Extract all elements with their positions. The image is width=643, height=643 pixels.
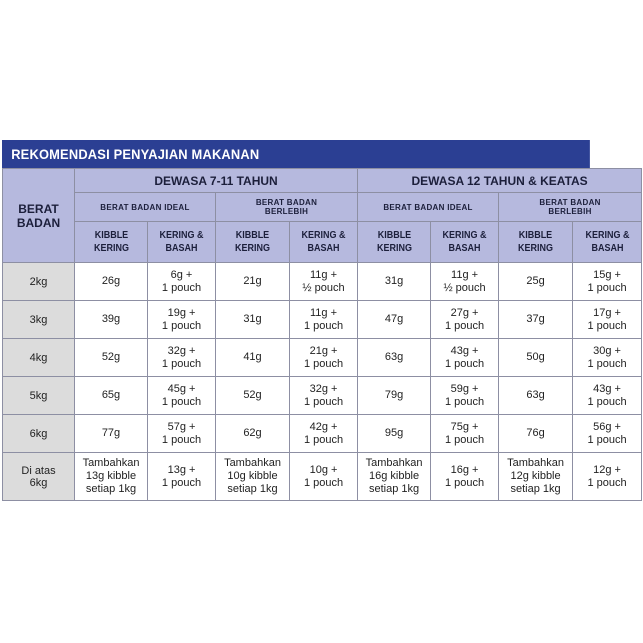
col-label: KIBBLE: [94, 230, 128, 241]
serving-value: 32g +: [167, 344, 196, 357]
serving-cell: [216, 377, 290, 415]
serving-value: 1 pouch: [161, 357, 202, 370]
serving-cell: [358, 263, 431, 301]
serving-value: 1 pouch: [161, 319, 202, 332]
header-group-dewasa-12-keatas: DEWASA 12 TAHUN & KEATAS: [358, 169, 642, 193]
serving-value: 52g: [101, 351, 121, 363]
serving-value: 1 pouch: [303, 357, 344, 370]
serving-value: 16g +: [450, 463, 479, 476]
serving-value: 1 pouch: [161, 395, 202, 408]
serving-cell: [573, 453, 642, 501]
serving-cell: [499, 453, 573, 501]
col-header-kibble-kering: [358, 222, 431, 263]
serving-cell: [216, 415, 290, 453]
serving-value: 1 pouch: [444, 433, 485, 446]
serving-cell: [431, 263, 499, 301]
serving-cell: [431, 339, 499, 377]
serving-cell: [75, 301, 148, 339]
serving-value: 1 pouch: [161, 433, 202, 446]
serving-cell: [573, 377, 642, 415]
weight-label: 6kg: [29, 427, 48, 440]
serving-cell: [75, 339, 148, 377]
serving-cell: [431, 301, 499, 339]
serving-cell: [499, 377, 573, 415]
serving-value: Tambahkan: [82, 457, 140, 469]
serving-value: 17g +: [593, 306, 621, 319]
serving-cell: [216, 263, 290, 301]
serving-cell: [573, 339, 642, 377]
col-label: BASAH: [307, 243, 340, 254]
serving-cell: [358, 339, 431, 377]
serving-cell: [290, 301, 358, 339]
serving-cell: [75, 415, 148, 453]
col-header-kering-basah: [148, 222, 216, 263]
serving-value: setiap 1kg: [227, 483, 278, 495]
col-label: KERING: [234, 243, 271, 254]
serving-value: 26g: [101, 275, 121, 287]
col-header-kering-basah: [431, 222, 499, 263]
serving-value: 21g: [243, 275, 262, 287]
weight-cell: [3, 415, 75, 453]
serving-value: 1 pouch: [303, 395, 344, 408]
table-row: [3, 301, 642, 339]
weight-label: 2kg: [29, 275, 48, 288]
col-label: KIBBLE: [518, 230, 553, 241]
serving-value: setiap 1kg: [510, 483, 561, 495]
serving-value: 1 pouch: [161, 476, 202, 489]
serving-table: [2, 168, 642, 501]
serving-value: 15g +: [593, 268, 621, 281]
header-subgroup-ideal: [75, 193, 216, 222]
serving-cell: [290, 263, 358, 301]
serving-value: 56g +: [593, 420, 621, 433]
serving-cell: [358, 415, 431, 453]
serving-value: 12g kibble: [510, 470, 561, 482]
serving-value: 52g: [243, 389, 262, 401]
serving-cell: [431, 415, 499, 453]
table-row: [3, 453, 642, 501]
serving-value: 27g +: [450, 306, 479, 319]
serving-cell: [75, 377, 148, 415]
serving-value: 32g +: [309, 382, 338, 395]
serving-cell: [290, 377, 358, 415]
weight-label: 6kg: [29, 476, 48, 489]
serving-cell: [216, 453, 290, 501]
col-label: KERING: [376, 243, 412, 254]
serving-value: ½ pouch: [302, 281, 345, 294]
weight-cell: [3, 377, 75, 415]
col-label: KERING: [93, 243, 129, 254]
serving-cell: [431, 377, 499, 415]
serving-value: Tambahkan: [224, 457, 281, 469]
weight-cell: [3, 301, 75, 339]
serving-cell: [290, 339, 358, 377]
serving-value: 63g: [384, 351, 404, 363]
header-row-groups: [3, 169, 642, 193]
serving-cell: [573, 415, 642, 453]
serving-cell: [148, 263, 216, 301]
col-label: KIBBLE: [235, 230, 270, 241]
weight-cell: [3, 263, 75, 301]
serving-value: 31g: [243, 313, 262, 325]
header-row-columns: [3, 222, 642, 263]
subgroup-label: BERAT BADAN IDEAL: [100, 202, 190, 212]
serving-cell: [358, 453, 431, 501]
serving-value: 1 pouch: [303, 476, 344, 489]
serving-value: 1 pouch: [587, 281, 627, 294]
serving-value: 63g: [526, 389, 545, 401]
col-label: BASAH: [448, 243, 481, 254]
serving-value: 45g +: [167, 382, 196, 395]
serving-cell: [499, 415, 573, 453]
serving-recommendation-panel: [2, 140, 641, 501]
serving-cell: [431, 453, 499, 501]
serving-cell: [75, 263, 148, 301]
col-label: KERING &: [301, 230, 346, 241]
serving-value: ½ pouch: [443, 281, 486, 294]
serving-value: 43g +: [593, 382, 621, 395]
serving-value: 10g kibble: [227, 470, 278, 482]
serving-value: 65g: [101, 389, 121, 401]
serving-cell: [573, 263, 642, 301]
serving-cell: [75, 453, 148, 501]
col-label: KERING &: [585, 230, 630, 241]
col-label: KIBBLE: [377, 230, 411, 241]
serving-value: 1 pouch: [444, 319, 485, 332]
serving-value: 16g kibble: [368, 470, 420, 482]
header-group-dewasa-7-11: DEWASA 7-11 TAHUN: [75, 169, 358, 193]
subgroup-label: BERLEBIH: [548, 207, 592, 216]
col-label: KERING &: [159, 230, 204, 241]
serving-value: 1 pouch: [444, 357, 485, 370]
subgroup-label: BERAT BADAN: [539, 198, 601, 207]
serving-value: 95g: [384, 427, 404, 439]
weight-label: Di atas: [21, 464, 56, 477]
serving-value: 1 pouch: [587, 476, 627, 489]
serving-value: 1 pouch: [444, 476, 485, 489]
serving-cell: [573, 301, 642, 339]
serving-value: 1 pouch: [587, 357, 627, 370]
serving-value: setiap 1kg: [368, 483, 420, 495]
weight-cell: [3, 339, 75, 377]
serving-cell: [358, 301, 431, 339]
serving-cell: [358, 377, 431, 415]
col-label: BASAH: [165, 243, 198, 254]
serving-value: 79g: [384, 389, 404, 401]
serving-value: 37g: [526, 313, 545, 325]
table-body: [3, 263, 642, 501]
header-berat-line: BERAT: [18, 201, 59, 216]
subgroup-label: BERLEBIH: [264, 207, 309, 216]
serving-value: 11g +: [451, 268, 479, 281]
serving-value: 6g +: [170, 268, 193, 281]
serving-value: 57g +: [167, 420, 196, 433]
serving-value: 62g: [243, 427, 262, 439]
header-badan-line: BADAN: [16, 215, 61, 230]
serving-value: 41g: [243, 351, 262, 363]
weight-label: 3kg: [29, 313, 48, 326]
serving-value: 1 pouch: [587, 395, 627, 408]
serving-value: 1 pouch: [587, 319, 627, 332]
serving-value: 10g +: [309, 463, 338, 476]
serving-value: 11g +: [310, 306, 338, 319]
serving-cell: [499, 301, 573, 339]
col-header-kering-basah: [573, 222, 642, 263]
table-row: [3, 263, 642, 301]
header-row-subgroups: [3, 193, 642, 222]
serving-cell: [148, 339, 216, 377]
serving-value: 1 pouch: [161, 281, 202, 294]
table-title: REKOMENDASI PENYAJIAN MAKANAN: [2, 140, 590, 168]
serving-cell: [148, 415, 216, 453]
col-header-kibble-kering: [499, 222, 573, 263]
col-label: KERING &: [442, 230, 487, 241]
weight-label: 5kg: [29, 389, 48, 402]
serving-value: 13g kibble: [85, 470, 137, 482]
header-subgroup-berlebih: [216, 193, 358, 222]
serving-value: 77g: [101, 427, 121, 439]
col-header-kering-basah: [290, 222, 358, 263]
serving-value: 30g +: [593, 344, 621, 357]
serving-value: Tambahkan: [507, 457, 564, 469]
weight-cell: [3, 453, 75, 501]
serving-value: 75g +: [450, 420, 479, 433]
header-subgroup-ideal: [358, 193, 499, 222]
table-row: [3, 339, 642, 377]
serving-cell: [216, 339, 290, 377]
serving-value: 1 pouch: [303, 433, 344, 446]
serving-value: 11g +: [310, 268, 338, 281]
serving-cell: [290, 453, 358, 501]
weight-label: 4kg: [29, 351, 48, 364]
serving-value: 12g +: [593, 463, 621, 476]
serving-cell: [148, 301, 216, 339]
serving-value: 21g +: [309, 344, 338, 357]
subgroup-label: BERAT BADAN: [255, 198, 318, 207]
serving-value: Tambahkan: [365, 457, 423, 469]
serving-cell: [499, 263, 573, 301]
serving-value: 43g +: [450, 344, 479, 357]
col-label: BASAH: [591, 243, 624, 254]
col-label: KERING: [518, 243, 554, 254]
serving-cell: [148, 377, 216, 415]
serving-value: 59g +: [450, 382, 479, 395]
serving-value: 1 pouch: [444, 395, 485, 408]
serving-value: 13g +: [167, 463, 196, 476]
serving-cell: [499, 339, 573, 377]
col-header-kibble-kering: [216, 222, 290, 263]
table-row: [3, 377, 642, 415]
serving-cell: [148, 453, 216, 501]
serving-value: 19g +: [167, 306, 196, 319]
serving-value: 39g: [101, 313, 121, 325]
subgroup-label: BERAT BADAN IDEAL: [383, 202, 473, 212]
serving-value: 25g: [526, 275, 545, 287]
serving-cell: [216, 301, 290, 339]
table-row: [3, 415, 642, 453]
serving-value: 47g: [384, 313, 404, 325]
serving-value: 42g +: [309, 420, 338, 433]
serving-value: 31g: [384, 275, 404, 287]
serving-cell: [290, 415, 358, 453]
header-berat-badan: [3, 169, 75, 263]
header-subgroup-berlebih: [499, 193, 642, 222]
serving-value: 76g: [526, 427, 545, 439]
serving-value: 1 pouch: [303, 319, 344, 332]
serving-value: 50g: [526, 351, 545, 363]
serving-value: setiap 1kg: [85, 483, 137, 495]
serving-value: 1 pouch: [587, 433, 627, 446]
col-header-kibble-kering: [75, 222, 148, 263]
